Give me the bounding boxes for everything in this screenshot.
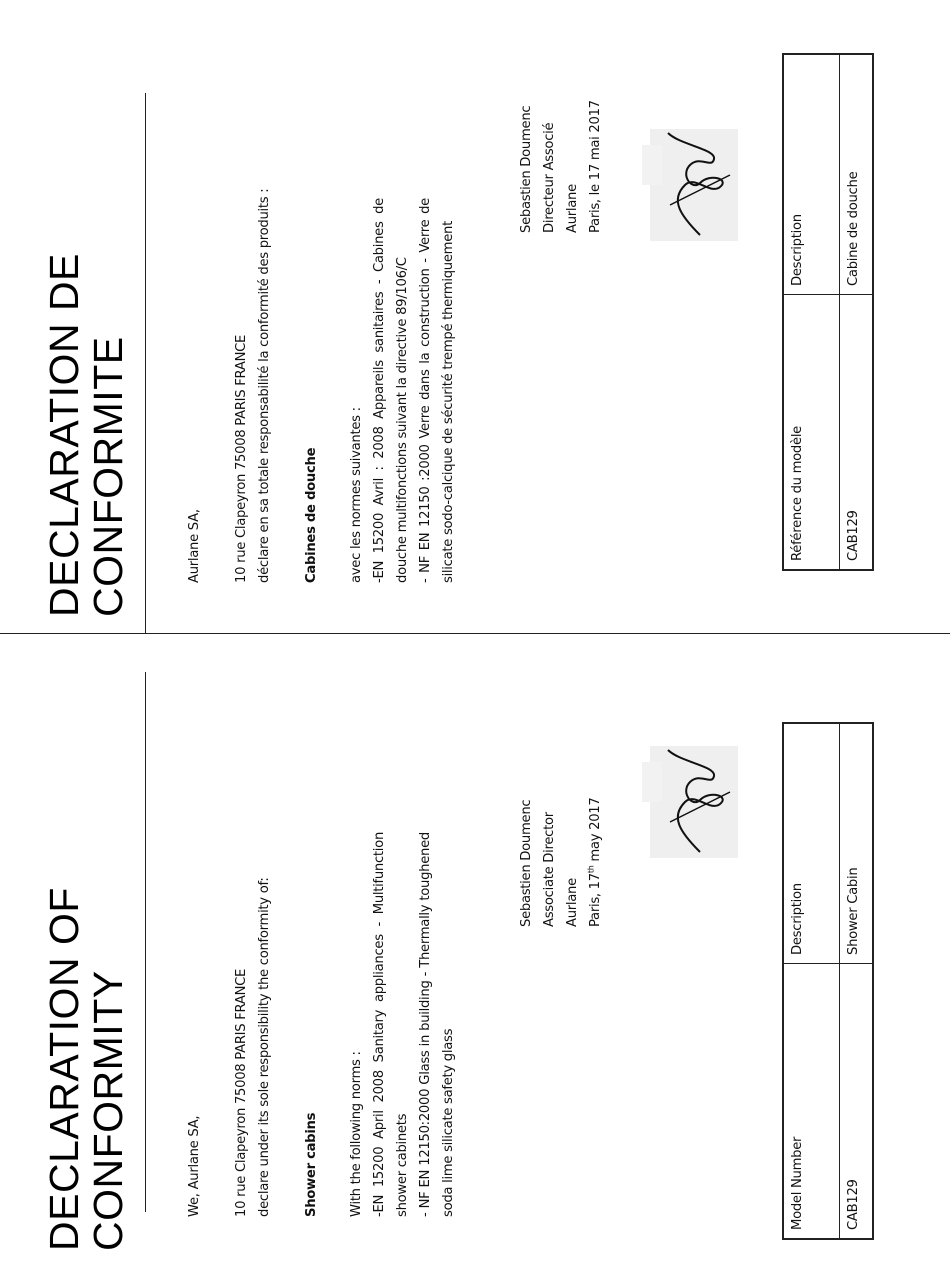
company-name: Aurlane xyxy=(565,184,580,233)
declaration-statement: déclare en sa totale responsabilité la conformité des produits : xyxy=(257,188,272,583)
title-divider xyxy=(145,93,146,633)
page-title xyxy=(42,651,130,1251)
signature-image xyxy=(640,125,740,245)
english-declaration xyxy=(0,633,950,1267)
norms-intro: avec les normes suivantes : xyxy=(349,407,364,583)
norms-intro: With the following norms : xyxy=(349,1051,364,1217)
signatory-name: Sebastien Doumenc xyxy=(519,799,534,927)
product-heading: Cabines de douche xyxy=(304,447,319,583)
norm-item: - NF EN 12150:2000 Glass in building - Thermally toughened soda lime silicate safety glass xyxy=(418,832,456,1217)
company-address: 10 rue Clapeyron 75008 PARIS FRANCE xyxy=(234,334,249,583)
cell-description: Shower Cabin xyxy=(840,723,874,964)
place-date: Paris, 17th may 2017 xyxy=(586,797,603,927)
page-title xyxy=(42,17,130,617)
column-header-description: Description xyxy=(783,54,840,295)
company-name: Aurlane xyxy=(565,878,580,927)
norms-block xyxy=(345,832,460,1217)
table-row xyxy=(840,723,874,1239)
signatory-block xyxy=(515,0,607,233)
title-line-1: DECLARATION DE xyxy=(41,253,87,617)
column-header-description: Description xyxy=(783,723,840,964)
title-line-2: CONFORMITY xyxy=(85,970,131,1251)
table-header-row xyxy=(783,723,840,1239)
place-date: Paris, le 17 mai 2017 xyxy=(588,100,603,233)
signatory-name: Sebastien Doumenc xyxy=(519,105,534,233)
company-intro: Aurlane SA, xyxy=(187,509,202,583)
table-header-row xyxy=(783,54,840,570)
column-header-model: Model Number xyxy=(783,964,840,1240)
product-table xyxy=(782,722,874,1240)
company-address: 10 rue Clapeyron 75008 PARIS FRANCE xyxy=(234,968,249,1217)
product-table xyxy=(782,53,874,571)
norm-item: -EN 15200 April 2008 Sanitary appliances - Multifunction shower cabinets xyxy=(372,832,410,1217)
signatory-role: Directeur Associé xyxy=(542,122,557,233)
signatory-role: Associate Director xyxy=(542,812,557,927)
signatory-block xyxy=(515,687,607,927)
cell-description: Cabine de douche xyxy=(840,54,874,295)
declaration-statement: declare under its sole responsibility the conformity of: xyxy=(257,877,272,1217)
french-declaration xyxy=(0,0,950,633)
address-block xyxy=(230,189,276,583)
norm-item: - NF EN 12150 :2000 Verre dans la construction - Verre de silicate sodo-calcique de sécurité trempé thermiquement xyxy=(418,198,456,583)
title-line-1: DECLARATION OF xyxy=(41,887,87,1251)
table-row xyxy=(840,54,874,570)
product-heading: Shower cabins xyxy=(304,1112,319,1217)
title-line-2: CONFORMITE xyxy=(85,336,131,617)
column-header-model: Référence du modèle xyxy=(783,295,840,571)
norms-block xyxy=(345,198,460,583)
norm-item: -EN 15200 Avril : 2008 Appareils sanitaires - Cabines de douche multifonctions suivant la directive 89/106/C xyxy=(372,198,410,583)
cell-model: CAB129 xyxy=(840,295,874,571)
signature-image xyxy=(640,742,740,862)
address-block xyxy=(230,878,276,1218)
company-intro: We, Aurlane SA, xyxy=(187,1115,202,1217)
title-divider xyxy=(145,672,146,1212)
cell-model: CAB129 xyxy=(840,964,874,1240)
